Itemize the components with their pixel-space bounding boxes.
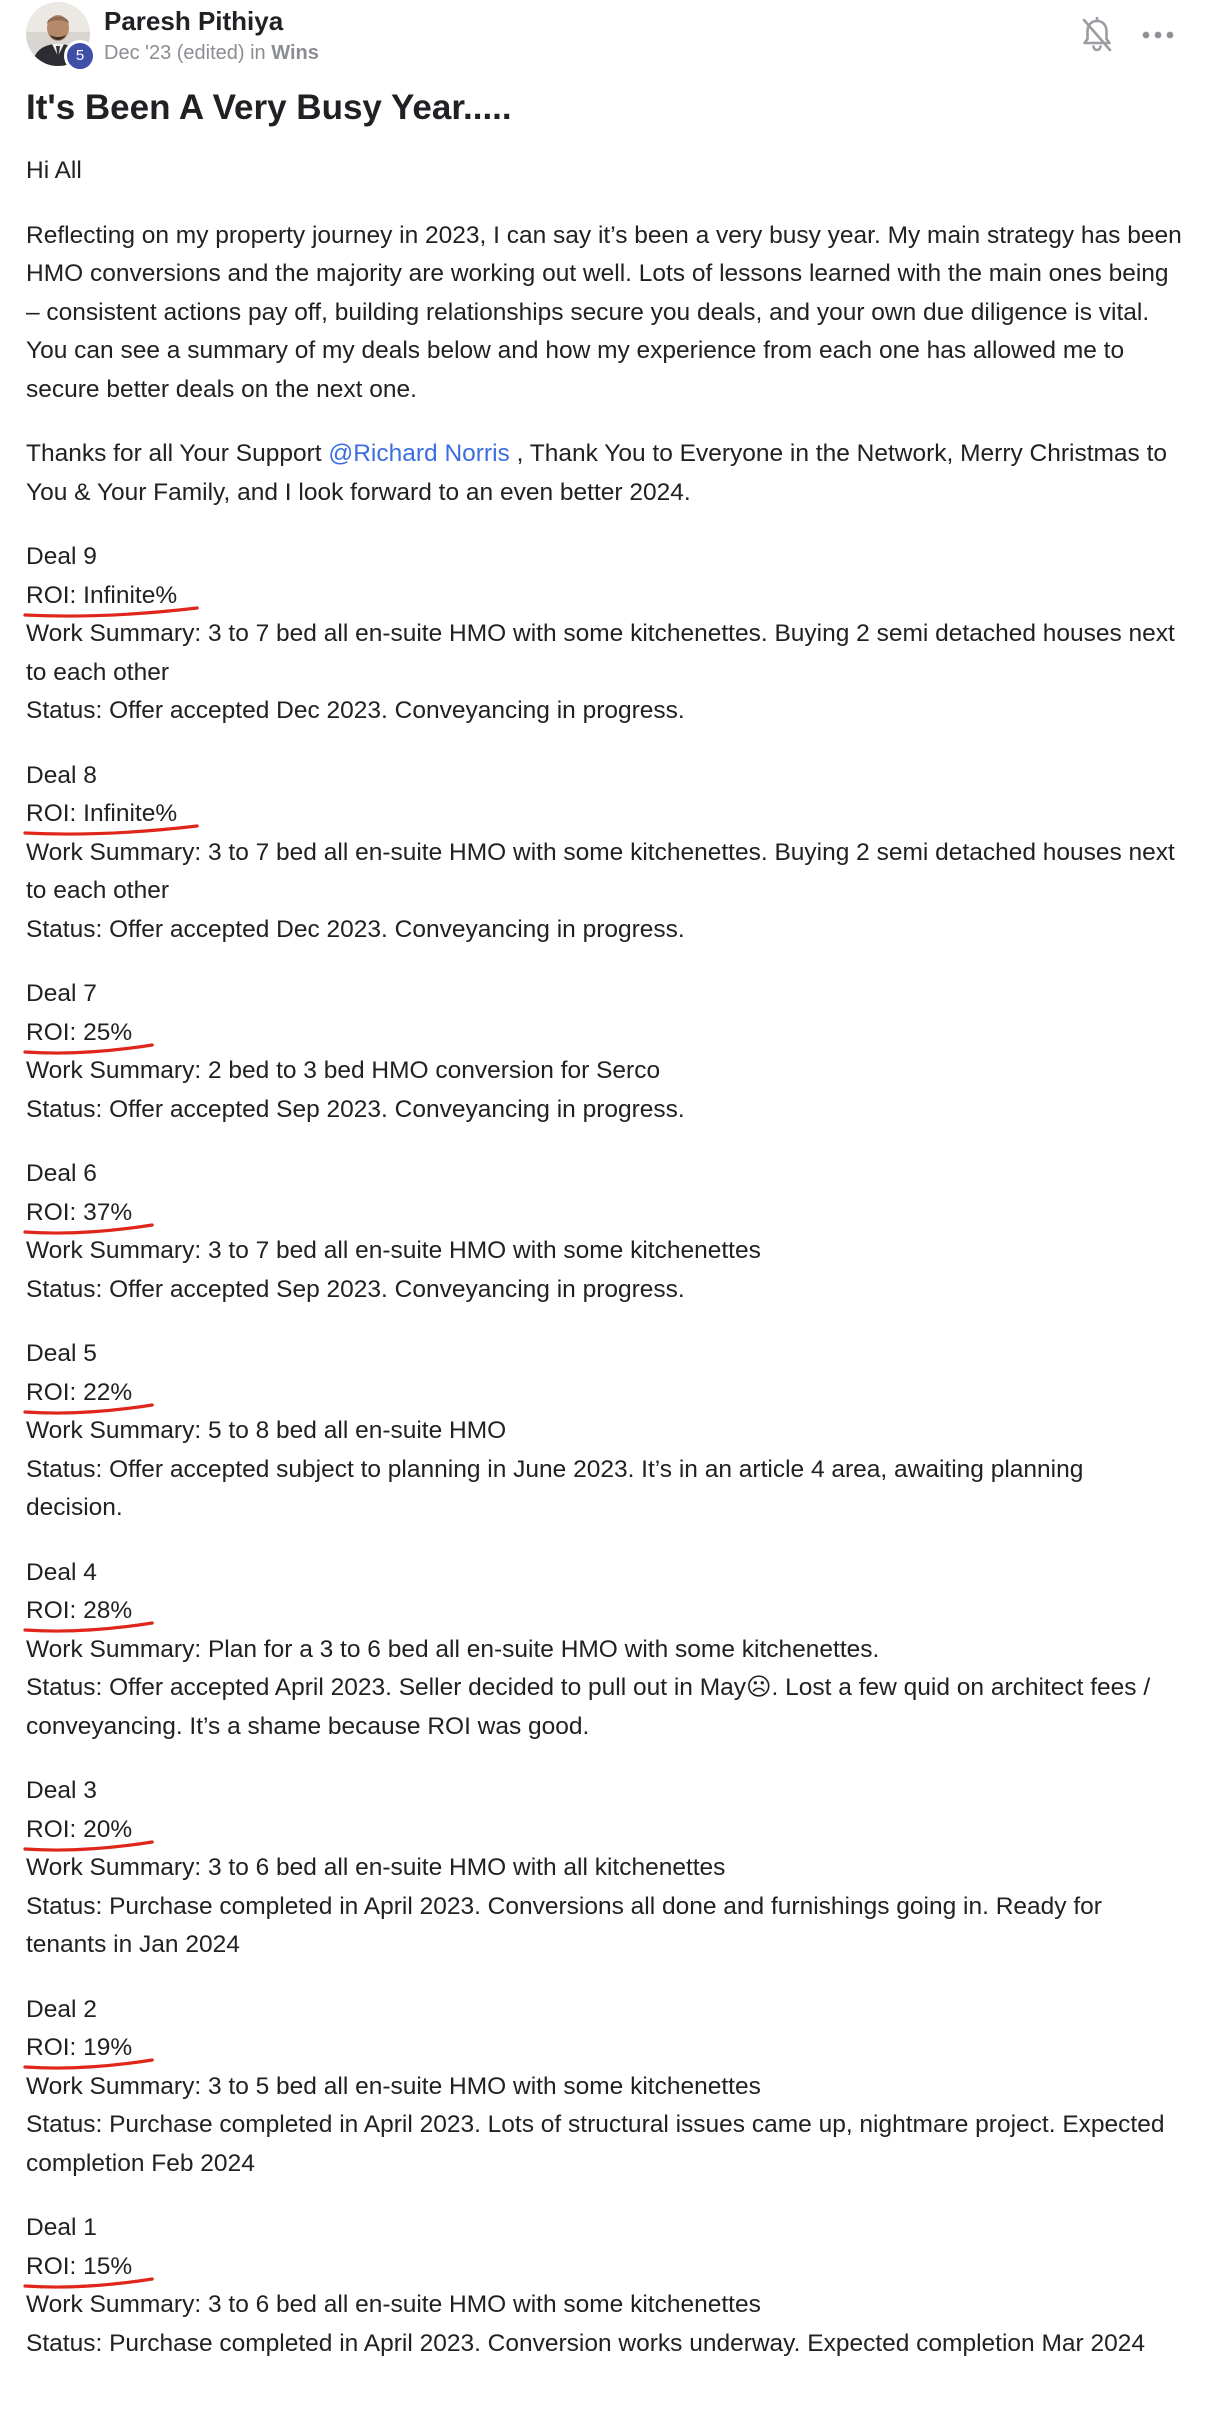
deal-status: Status: Purchase completed in April 2023. Conversion works underway. Expected completion Mar 2024 [26, 2329, 1145, 2357]
deal-summary: Work Summary: 3 to 6 bed all en-suite HMO with all kitchenettes [26, 1854, 726, 1881]
post-body [26, 152, 1186, 2389]
deal-name: Deal 4 [26, 1558, 97, 1586]
deal-summary: Work Summary: 2 bed to 3 bed HMO conversion for Serco [26, 1057, 661, 1084]
more-horizontal-icon[interactable] [1140, 22, 1176, 48]
deal-summary: Work Summary: Plan for a 3 to 6 bed all en-suite HMO with some kitchenettes. [26, 1635, 880, 1663]
roi-underline-mark [24, 604, 199, 620]
deal-roi [26, 1014, 132, 1053]
deal-roi-line [26, 795, 1186, 834]
deal-entry [26, 2209, 1186, 2363]
roi-underline-mark [24, 1619, 154, 1635]
roi-underline-mark [24, 1401, 154, 1417]
deal-summary: Work Summary: 3 to 7 bed all en-suite HMO with some kitchenettes. Buying 2 semi detached houses next to each other [26, 838, 1175, 904]
roi-underline-mark [24, 2275, 154, 2291]
roi-underline-mark [24, 822, 199, 838]
deal-roi-text: ROI: Infinite% [26, 800, 178, 827]
deal-roi [26, 1592, 132, 1631]
deal-entry [26, 1554, 1186, 1747]
deal-roi-text: ROI: Infinite% [26, 581, 178, 609]
deal-roi [26, 1194, 132, 1233]
deal-roi-line [26, 1194, 1186, 1233]
deal-roi-line [26, 1374, 1186, 1413]
deal-roi-text: ROI: 15% [26, 2252, 133, 2280]
deal-roi-line [26, 2029, 1186, 2068]
deal-status: Status: Offer accepted Sep 2023. Conveyancing in progress. [26, 1095, 685, 1123]
deal-name: Deal 1 [26, 2214, 97, 2241]
deal-name: Deal 9 [26, 543, 97, 570]
deal-roi-text: ROI: 19% [26, 2034, 133, 2061]
deal-roi [26, 2248, 132, 2287]
deal-name: Deal 5 [26, 1340, 97, 1367]
author-name[interactable]: Paresh Pithiya [104, 6, 284, 36]
deal-roi-line [26, 577, 1186, 616]
group-link[interactable]: Wins [271, 42, 319, 64]
deals-list [26, 538, 1186, 2363]
deal-roi-line [26, 1592, 1186, 1631]
deal-name: Deal 2 [26, 1995, 97, 2023]
deal-entry [26, 1335, 1186, 1528]
deal-entry [26, 1155, 1186, 1309]
deal-name: Deal 3 [26, 1777, 97, 1804]
deal-name: Deal 6 [26, 1160, 97, 1187]
deal-roi-text: ROI: 25% [26, 1018, 133, 1046]
deal-roi-text: ROI: 28% [26, 1597, 133, 1624]
deal-summary: Work Summary: 3 to 6 bed all en-suite HMO with some kitchenettes [26, 2291, 761, 2318]
level-badge: 5 [64, 40, 96, 72]
thanks-text-continued: , Thank You to Everyone in the Network, Merry Christmas to You & Your Family, and I look forward to an even better 2024. [26, 440, 1168, 506]
deal-roi [26, 577, 177, 616]
deal-status: Status: Offer accepted subject to planning in June 2023. It’s in an article 4 area, awaiting planning decision. [26, 1455, 1084, 1521]
deal-status: Status: Offer accepted Dec 2023. Conveyancing in progress. [26, 697, 685, 724]
deal-roi-text: ROI: 22% [26, 1378, 133, 1406]
deal-roi-text: ROI: 20% [26, 1815, 133, 1843]
deal-roi [26, 1811, 132, 1850]
deal-roi [26, 795, 177, 834]
deal-status: Status: Offer accepted Sep 2023. Conveyancing in progress. [26, 1275, 685, 1303]
mention-link[interactable]: @Richard Norris [328, 440, 510, 467]
deal-name: Deal 7 [26, 980, 97, 1007]
post-title: It's Been A Very Busy Year..... [26, 88, 512, 127]
deal-roi-line [26, 2248, 1186, 2287]
roi-underline-mark [24, 2056, 154, 2072]
thanks-paragraph [26, 435, 1186, 512]
deal-status: Status: Offer accepted Dec 2023. Conveyancing in progress. [26, 915, 685, 943]
roi-underline-mark [24, 1838, 154, 1854]
deal-status: Status: Purchase completed in April 2023. Lots of structural issues came up, nightmare project. Expected completion Feb 2024 [26, 2111, 1165, 2177]
post-meta [104, 42, 319, 65]
roi-underline-mark [24, 1041, 154, 1057]
intro-paragraph: Reflecting on my property journey in 2023, I can say it’s been a very busy year. My main strategy has been HMO conversions and the majority are working out well. Lots of lessons learned with the main ones being – consistent actions pay off, building relationships secure you deals, and your own due diligence is vital. You can see a summary of my deals below and how my experience from each one has allowed me to secure better deals on the next one. [26, 221, 1182, 403]
deal-entry [26, 538, 1186, 731]
deal-summary: Work Summary: 3 to 7 bed all en-suite HMO with some kitchenettes [26, 1237, 761, 1264]
post-timestamp[interactable]: Dec '23 (edited) in [104, 42, 266, 64]
deal-status: Status: Purchase completed in April 2023. Conversions all done and furnishings going in. Ready for tenants in Jan 2024 [26, 1892, 1102, 1958]
deal-name: Deal 8 [26, 761, 97, 789]
deal-roi-line [26, 1811, 1186, 1850]
thanks-text: Thanks for all Your Support [26, 440, 329, 467]
deal-summary: Work Summary: 3 to 5 bed all en-suite HMO with some kitchenettes [26, 2072, 761, 2100]
deal-roi [26, 1374, 132, 1413]
deal-entry [26, 975, 1186, 1129]
greeting: Hi All [26, 157, 82, 184]
deal-summary: Work Summary: 5 to 8 bed all en-suite HMO [26, 1417, 507, 1444]
deal-roi [26, 2029, 132, 2068]
deal-roi-line [26, 1014, 1186, 1053]
deal-entry [26, 757, 1186, 950]
deal-summary: Work Summary: 3 to 7 bed all en-suite HMO with some kitchenettes. Buying 2 semi detached houses next to each other [26, 620, 1175, 686]
deal-roi-text: ROI: 37% [26, 1198, 133, 1226]
deal-entry [26, 1772, 1186, 1965]
bell-off-icon[interactable] [1080, 16, 1114, 54]
post-header [26, 0, 1186, 70]
deal-entry [26, 1991, 1186, 2184]
deal-status: Status: Offer accepted April 2023. Seller decided to pull out in May☹. Lost a few quid on architect fees / conveyancing. It’s a shame because ROI was good. [26, 1674, 1151, 1740]
roi-underline-mark [24, 1221, 154, 1237]
